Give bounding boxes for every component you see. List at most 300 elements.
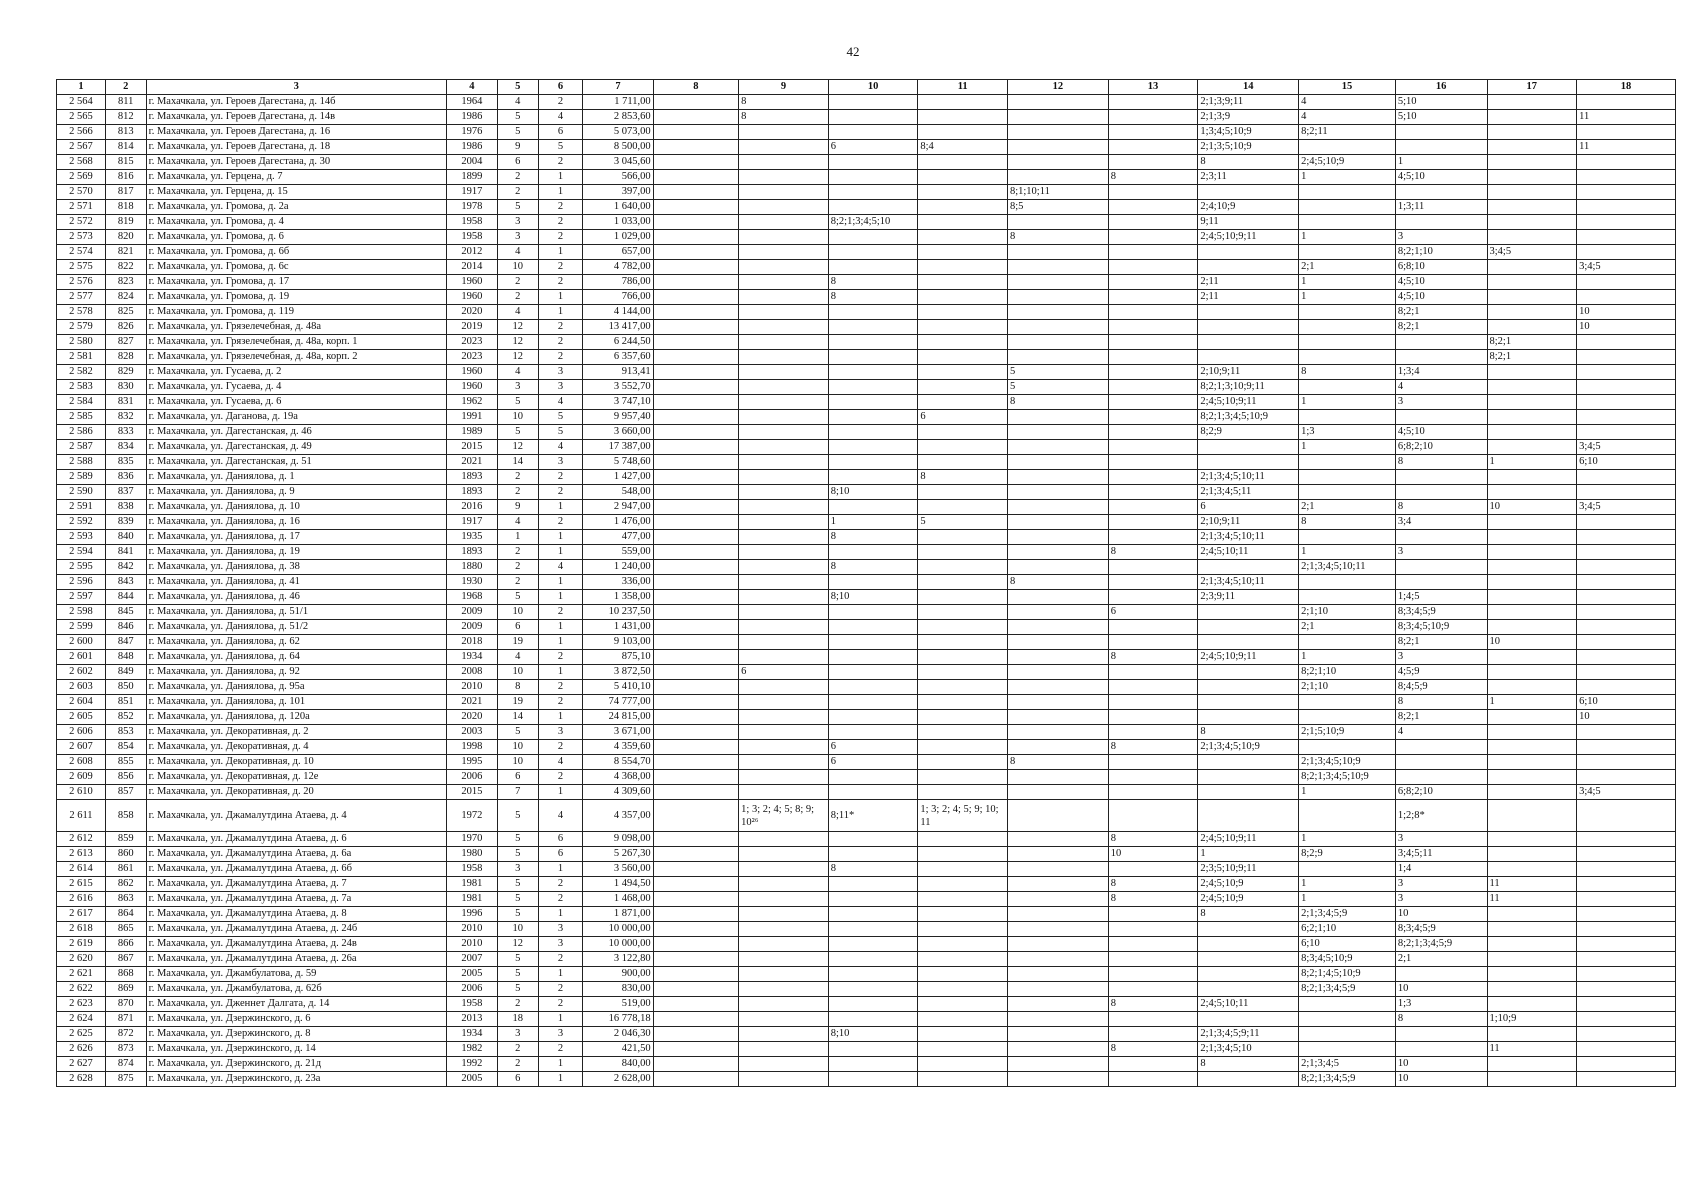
cell-area: 13 417,00 [583,320,653,335]
cell-col-16: 8 [1395,455,1487,470]
cell-floors: 19 [497,635,538,650]
cell-object-number: 833 [105,425,146,440]
cell-col-13 [1108,275,1198,290]
cell-col-18 [1577,967,1676,982]
cell-entrances: 1 [538,170,583,185]
cell-year-built: 1986 [446,110,497,125]
cell-area: 840,00 [583,1057,653,1072]
cell-col-18 [1577,725,1676,740]
cell-col-9 [739,500,829,515]
cell-object-number: 848 [105,650,146,665]
cell-address: г. Махачкала, ул. Даниялова, д. 92 [146,665,446,680]
cell-col-13 [1108,380,1198,395]
cell-col-8 [653,755,739,770]
cell-col-11 [918,305,1008,320]
cell-col-11 [918,665,1008,680]
cell-row-number: 2 579 [57,320,106,335]
cell-row-number: 2 578 [57,305,106,320]
cell-object-number: 830 [105,380,146,395]
cell-address: г. Махачкала, ул. Громова, д. 6б [146,245,446,260]
table-row [57,785,1676,800]
cell-col-13 [1108,710,1198,725]
cell-col-17 [1487,260,1577,275]
cell-col-15 [1299,740,1396,755]
cell-col-12 [1007,470,1108,485]
cell-col-11 [918,425,1008,440]
cell-col-13 [1108,1012,1198,1027]
cell-row-number: 2 594 [57,545,106,560]
cell-floors: 10 [497,410,538,425]
cell-col-12 [1007,260,1108,275]
cell-col-18 [1577,530,1676,545]
header-col-18: 18 [1577,80,1676,95]
cell-col-15: 1 [1299,650,1396,665]
cell-col-12 [1007,95,1108,110]
cell-entrances: 4 [538,755,583,770]
cell-col-17 [1487,680,1577,695]
header-col-14: 14 [1198,80,1299,95]
cell-entrances: 1 [538,590,583,605]
table-row [57,620,1676,635]
cell-object-number: 861 [105,862,146,877]
header-col-12: 12 [1007,80,1108,95]
cell-year-built: 2015 [446,785,497,800]
cell-col-13 [1108,755,1198,770]
table-row [57,1042,1676,1057]
cell-col-11: 5 [918,515,1008,530]
cell-entrances: 2 [538,335,583,350]
cell-col-12 [1007,1057,1108,1072]
cell-entrances: 1 [538,545,583,560]
cell-object-number: 859 [105,832,146,847]
cell-year-built: 2019 [446,320,497,335]
cell-col-18: 6;10 [1577,455,1676,470]
cell-col-15: 2;1 [1299,620,1396,635]
cell-floors: 9 [497,500,538,515]
cell-entrances: 2 [538,877,583,892]
cell-area: 875,10 [583,650,653,665]
cell-col-13: 8 [1108,997,1198,1012]
cell-col-14: 8 [1198,1057,1299,1072]
cell-address: г. Махачкала, ул. Даниялова, д. 1 [146,470,446,485]
cell-col-10 [828,1057,918,1072]
cell-col-10 [828,937,918,952]
cell-col-14 [1198,635,1299,650]
cell-entrances: 3 [538,725,583,740]
cell-col-14 [1198,695,1299,710]
cell-entrances: 1 [538,1057,583,1072]
cell-col-12: 8 [1007,230,1108,245]
cell-col-11 [918,215,1008,230]
cell-col-10 [828,952,918,967]
cell-object-number: 834 [105,440,146,455]
cell-year-built: 2020 [446,710,497,725]
cell-col-17 [1487,575,1577,590]
table-row [57,1057,1676,1072]
cell-entrances: 2 [538,997,583,1012]
cell-col-10: 8 [828,530,918,545]
cell-col-14: 2;4;5;10;11 [1198,997,1299,1012]
table-row [57,800,1676,832]
cell-col-12 [1007,590,1108,605]
cell-floors: 5 [497,967,538,982]
cell-floors: 5 [497,590,538,605]
cell-col-10 [828,440,918,455]
cell-col-12 [1007,320,1108,335]
cell-col-17 [1487,1057,1577,1072]
cell-col-8 [653,515,739,530]
cell-col-8 [653,95,739,110]
cell-col-15 [1299,350,1396,365]
table-row [57,877,1676,892]
cell-col-10 [828,455,918,470]
cell-col-9 [739,365,829,380]
cell-year-built: 1976 [446,125,497,140]
cell-col-15 [1299,1042,1396,1057]
cell-area: 4 357,00 [583,800,653,832]
cell-year-built: 1992 [446,1057,497,1072]
cell-col-10 [828,847,918,862]
table-row [57,155,1676,170]
cell-col-8 [653,575,739,590]
cell-col-12: 5 [1007,380,1108,395]
cell-col-12 [1007,215,1108,230]
cell-row-number: 2 580 [57,335,106,350]
cell-col-18 [1577,200,1676,215]
cell-col-8 [653,785,739,800]
cell-col-17 [1487,997,1577,1012]
cell-col-8 [653,695,739,710]
cell-col-17 [1487,785,1577,800]
cell-col-9 [739,380,829,395]
cell-col-8 [653,350,739,365]
cell-object-number: 826 [105,320,146,335]
cell-entrances: 2 [538,680,583,695]
cell-floors: 2 [497,170,538,185]
cell-col-15 [1299,245,1396,260]
cell-col-14 [1198,260,1299,275]
cell-col-13: 8 [1108,1042,1198,1057]
cell-year-built: 2021 [446,455,497,470]
cell-entrances: 6 [538,125,583,140]
cell-area: 477,00 [583,530,653,545]
cell-col-8 [653,500,739,515]
cell-row-number: 2 593 [57,530,106,545]
cell-col-8 [653,665,739,680]
cell-col-9 [739,832,829,847]
cell-col-13 [1108,125,1198,140]
header-row-number: 1 [57,80,106,95]
cell-col-13: 8 [1108,545,1198,560]
cell-col-15 [1299,530,1396,545]
cell-col-15: 1 [1299,877,1396,892]
cell-col-15 [1299,410,1396,425]
cell-area: 8 554,70 [583,755,653,770]
cell-col-18 [1577,275,1676,290]
cell-year-built: 1996 [446,907,497,922]
cell-area: 548,00 [583,485,653,500]
cell-col-18 [1577,215,1676,230]
header-col-11: 11 [918,80,1008,95]
cell-col-11 [918,455,1008,470]
cell-col-13 [1108,440,1198,455]
cell-col-12 [1007,425,1108,440]
cell-col-16 [1395,185,1487,200]
cell-object-number: 849 [105,665,146,680]
cell-col-17 [1487,380,1577,395]
cell-col-13 [1108,305,1198,320]
cell-col-11 [918,907,1008,922]
cell-row-number: 2 585 [57,410,106,425]
table-row [57,215,1676,230]
cell-col-8 [653,680,739,695]
cell-col-10 [828,695,918,710]
cell-area: 4 359,60 [583,740,653,755]
cell-col-14: 2;11 [1198,275,1299,290]
table-row [57,230,1676,245]
cell-col-11 [918,230,1008,245]
cell-col-16: 10 [1395,982,1487,997]
table-row [57,380,1676,395]
cell-col-9: 8 [739,95,829,110]
cell-area: 3 552,70 [583,380,653,395]
cell-object-number: 869 [105,982,146,997]
cell-col-9 [739,170,829,185]
cell-col-16 [1395,215,1487,230]
cell-col-15: 4 [1299,110,1396,125]
cell-col-8 [653,892,739,907]
cell-year-built: 2009 [446,605,497,620]
cell-col-14 [1198,455,1299,470]
cell-col-18 [1577,335,1676,350]
cell-address: г. Махачкала, ул. Дзержинского, д. 21д [146,1057,446,1072]
cell-col-14 [1198,710,1299,725]
cell-col-13 [1108,530,1198,545]
cell-col-9 [739,590,829,605]
cell-col-8 [653,725,739,740]
cell-col-11: 8;4 [918,140,1008,155]
cell-row-number: 2 620 [57,952,106,967]
cell-area: 1 468,00 [583,892,653,907]
table-row [57,125,1676,140]
cell-col-17 [1487,1027,1577,1042]
cell-col-9 [739,395,829,410]
cell-entrances: 1 [538,575,583,590]
cell-row-number: 2 615 [57,877,106,892]
cell-col-12 [1007,290,1108,305]
cell-year-built: 1899 [446,170,497,185]
cell-col-13 [1108,785,1198,800]
cell-col-13 [1108,200,1198,215]
cell-col-10 [828,200,918,215]
cell-col-14: 2;4;5;10;9 [1198,892,1299,907]
cell-col-16: 1;3;4 [1395,365,1487,380]
cell-col-15: 1 [1299,230,1396,245]
cell-col-8 [653,380,739,395]
cell-row-number: 2 571 [57,200,106,215]
cell-area: 1 494,50 [583,877,653,892]
cell-floors: 6 [497,155,538,170]
cell-col-16 [1395,1042,1487,1057]
cell-col-15: 8;2;9 [1299,847,1396,862]
cell-address: г. Махачкала, ул. Дженнет Далгата, д. 14 [146,997,446,1012]
cell-col-11 [918,1027,1008,1042]
cell-col-9 [739,862,829,877]
cell-object-number: 875 [105,1072,146,1087]
cell-entrances: 5 [538,425,583,440]
table-row [57,680,1676,695]
table-row [57,470,1676,485]
cell-col-8 [653,290,739,305]
cell-address: г. Махачкала, ул. Джамалутдина Атаева, д. 7 [146,877,446,892]
cell-col-10 [828,170,918,185]
cell-col-13 [1108,1057,1198,1072]
cell-area: 6 357,60 [583,350,653,365]
cell-entrances: 2 [538,952,583,967]
cell-col-9 [739,215,829,230]
cell-col-10 [828,230,918,245]
cell-col-11 [918,260,1008,275]
cell-col-12 [1007,665,1108,680]
table-row [57,485,1676,500]
cell-year-built: 1962 [446,395,497,410]
cell-row-number: 2 598 [57,605,106,620]
cell-col-14 [1198,665,1299,680]
cell-object-number: 839 [105,515,146,530]
cell-col-9 [739,575,829,590]
cell-col-12 [1007,800,1108,832]
cell-address: г. Махачкала, ул. Гусаева, д. 6 [146,395,446,410]
cell-col-11 [918,755,1008,770]
cell-col-16: 8;2;1 [1395,635,1487,650]
cell-col-9 [739,1057,829,1072]
cell-row-number: 2 600 [57,635,106,650]
cell-area: 9 103,00 [583,635,653,650]
cell-col-10: 8;2;1;3;4;5;10 [828,215,918,230]
cell-object-number: 867 [105,952,146,967]
cell-col-12 [1007,695,1108,710]
cell-col-17 [1487,710,1577,725]
cell-entrances: 6 [538,832,583,847]
cell-floors: 10 [497,755,538,770]
cell-col-18 [1577,907,1676,922]
cell-col-14: 2;1;3;4;5;10;11 [1198,470,1299,485]
cell-col-8 [653,185,739,200]
cell-col-14: 8 [1198,155,1299,170]
cell-col-16: 8;3;4;5;9 [1395,922,1487,937]
cell-col-13 [1108,470,1198,485]
cell-col-16 [1395,1027,1487,1042]
cell-year-built: 1960 [446,365,497,380]
cell-col-17 [1487,395,1577,410]
cell-col-14: 2;3;5;10;9;11 [1198,862,1299,877]
cell-address: г. Махачкала, ул. Джамбулатова, д. 59 [146,967,446,982]
cell-col-14: 2;4;10;9 [1198,200,1299,215]
cell-year-built: 1958 [446,215,497,230]
cell-col-18 [1577,892,1676,907]
cell-col-13 [1108,110,1198,125]
cell-floors: 5 [497,425,538,440]
table-row [57,922,1676,937]
cell-address: г. Махачкала, ул. Дзержинского, д. 6 [146,1012,446,1027]
cell-col-8 [653,110,739,125]
cell-col-14 [1198,560,1299,575]
cell-col-14 [1198,320,1299,335]
register-table-container [56,79,1676,1087]
cell-col-13 [1108,410,1198,425]
cell-address: г. Махачкала, ул. Декоративная, д. 20 [146,785,446,800]
cell-col-18 [1577,620,1676,635]
cell-row-number: 2 608 [57,755,106,770]
cell-year-built: 2021 [446,695,497,710]
header-col-9: 9 [739,80,829,95]
cell-col-8 [653,230,739,245]
cell-col-13 [1108,455,1198,470]
cell-col-13 [1108,485,1198,500]
cell-col-8 [653,907,739,922]
cell-col-15: 2;1;3;4;5;10;9 [1299,755,1396,770]
cell-col-12: 8;1;10;11 [1007,185,1108,200]
cell-col-11 [918,892,1008,907]
cell-col-16: 3 [1395,230,1487,245]
cell-col-10 [828,95,918,110]
cell-col-12 [1007,725,1108,740]
cell-col-11 [918,350,1008,365]
cell-col-18: 11 [1577,110,1676,125]
cell-col-17 [1487,725,1577,740]
cell-object-number: 857 [105,785,146,800]
cell-row-number: 2 574 [57,245,106,260]
header-floors: 5 [497,80,538,95]
cell-col-13 [1108,230,1198,245]
cell-col-15 [1299,862,1396,877]
cell-col-8 [653,922,739,937]
cell-col-18: 3;4;5 [1577,440,1676,455]
cell-col-16 [1395,530,1487,545]
cell-col-17 [1487,847,1577,862]
cell-col-16: 10 [1395,1057,1487,1072]
cell-row-number: 2 577 [57,290,106,305]
cell-col-14: 2;4;5;10;9 [1198,877,1299,892]
cell-col-9 [739,350,829,365]
cell-col-14: 2;1;3;4;5;10;11 [1198,530,1299,545]
cell-year-built: 1981 [446,892,497,907]
cell-address: г. Махачкала, ул. Джамбулатова, д. 62б [146,982,446,997]
cell-col-18 [1577,982,1676,997]
cell-col-11 [918,862,1008,877]
cell-col-14: 2;10;9;11 [1198,515,1299,530]
cell-col-11 [918,575,1008,590]
cell-col-15: 1 [1299,892,1396,907]
cell-floors: 18 [497,1012,538,1027]
cell-col-17 [1487,967,1577,982]
cell-col-9 [739,967,829,982]
cell-area: 3 671,00 [583,725,653,740]
cell-col-8 [653,245,739,260]
cell-year-built: 1970 [446,832,497,847]
cell-col-15 [1299,335,1396,350]
cell-col-13: 8 [1108,877,1198,892]
cell-entrances: 4 [538,440,583,455]
cell-col-11 [918,395,1008,410]
cell-object-number: 840 [105,530,146,545]
cell-object-number: 836 [105,470,146,485]
cell-col-14: 2;1;3;9;11 [1198,95,1299,110]
cell-area: 2 853,60 [583,110,653,125]
cell-year-built: 1980 [446,847,497,862]
cell-col-17: 11 [1487,877,1577,892]
cell-col-11 [918,1042,1008,1057]
